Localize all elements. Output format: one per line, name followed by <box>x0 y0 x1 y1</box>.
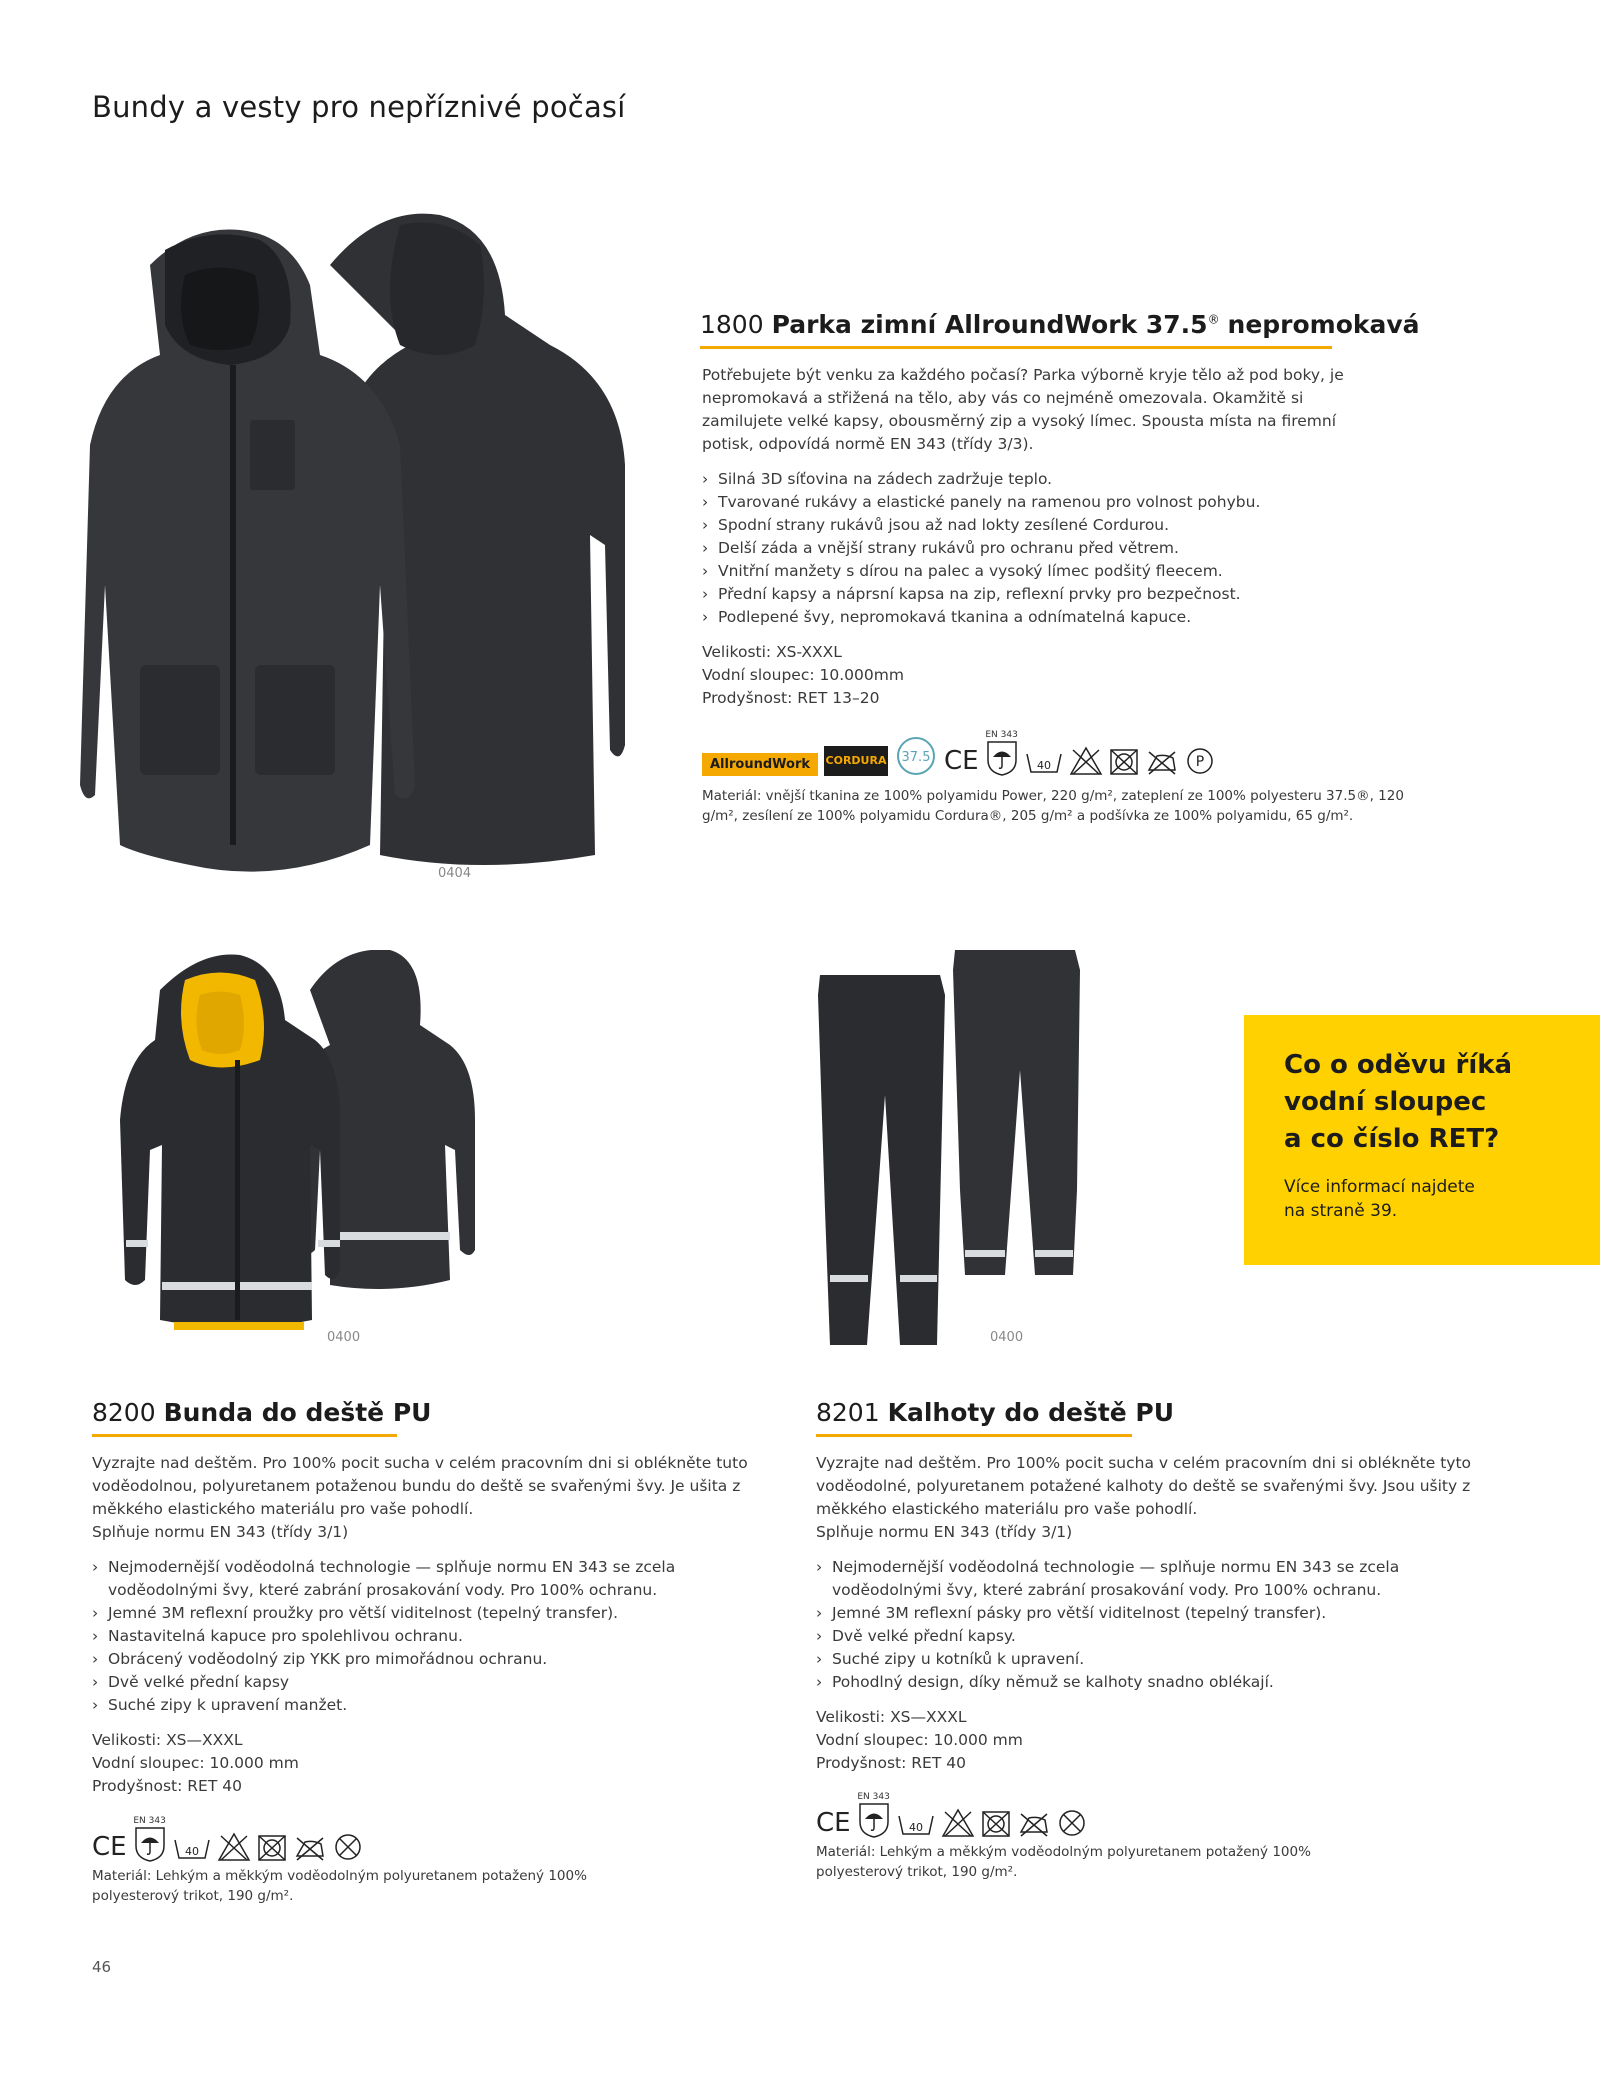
list-item: › Vnitřní manžety s dírou na palec a vysoký límec podšitý fleecem. <box>702 560 1382 583</box>
en343-certificate <box>985 730 1019 776</box>
spec-breathability: Prodyšnost: RET 13–20 <box>702 689 880 707</box>
callout-text-line: na straně 39. <box>1284 1201 1398 1221</box>
no-dry-clean-icon <box>1057 1808 1087 1838</box>
no-bleach-icon <box>1069 746 1103 776</box>
jacket-bullets <box>92 1556 752 1717</box>
trousers-color-code: 0400 <box>990 1330 1024 1345</box>
no-iron-icon <box>1017 1810 1051 1838</box>
parka-front-view <box>80 229 415 871</box>
jacket-description <box>92 1452 752 1798</box>
parka-image <box>80 205 640 885</box>
spec-breathability: Prodyšnost: RET 40 <box>92 1777 242 1795</box>
rain-trousers-image <box>815 950 1085 1350</box>
jacket-certifications <box>92 1812 363 1862</box>
list-item: › Nastavitelná kapuce pro spolehlivou ochranu. <box>92 1625 752 1648</box>
spec-water-column: Vodní sloupec: 10.000 mm <box>816 1731 1023 1749</box>
trousers-description <box>816 1452 1476 1775</box>
list-item: › Delší záda a vnější strany rukávů pro ochranu před větrem. <box>702 537 1382 560</box>
en343-label: EN 343 <box>857 1792 890 1802</box>
parka-specs <box>702 641 1382 710</box>
list-item: › Tvarované rukávy a elastické panely na ramenou pro volnost pohybu. <box>702 491 1382 514</box>
list-item: › Silná 3D síťovina na zádech zadržuje teplo. <box>702 468 1382 491</box>
page-title: Bundy a vesty pro nepříznivé počasí <box>92 90 626 124</box>
jacket-code: 8200 <box>92 1398 156 1427</box>
trousers-norm: Splňuje normu EN 343 (třídy 3/1) <box>816 1523 1073 1541</box>
no-iron-icon <box>293 1834 327 1862</box>
list-item: › Obrácený voděodolný zip YKK pro mimořádnou ochranu. <box>92 1648 752 1671</box>
jacket-color-code: 0400 <box>327 1330 361 1345</box>
list-item: › Podlepené švy, nepromokavá tkanina a odnímatelná kapuce. <box>702 606 1382 629</box>
wash-40-icon <box>173 1836 211 1862</box>
page-number: 46 <box>92 1958 112 1976</box>
wash-40-icon <box>897 1812 935 1838</box>
spec-water-column: Vodní sloupec: 10.000 mm <box>92 1754 299 1772</box>
spec-breathability: Prodyšnost: RET 40 <box>816 1754 966 1772</box>
parka-bullets <box>702 468 1382 629</box>
wash-temp-label: 40 <box>908 1821 923 1834</box>
parka-certifications <box>702 724 1215 776</box>
parka-title <box>700 310 1420 339</box>
no-dry-clean-icon <box>333 1832 363 1862</box>
spec-water-column: Vodní sloupec: 10.000mm <box>702 666 904 684</box>
list-item: › Jemné 3M reflexní proužky pro větší viditelnost (tepelný transfer). <box>92 1602 752 1625</box>
trousers-intro: Vyzrajte nad deštěm. Pro 100% pocit sucha v celém pracovním dni si oblékněte tyto voděodolné, polyuretanem potažené kalhoty do deště se svařenými švy. Jsou ušity z měkkého elastického materiálu pro vaše pohodlí. <box>816 1454 1472 1518</box>
trousers-specs <box>816 1706 1476 1775</box>
jacket-specs <box>92 1729 752 1798</box>
cordura-logo: CORDURA <box>824 746 888 776</box>
ce-mark-icon: CE <box>816 1808 851 1838</box>
callout-title <box>1284 1047 1512 1158</box>
wash-temp-label: 40 <box>184 1845 199 1858</box>
en343-label: EN 343 <box>985 730 1018 740</box>
list-item: › Dvě velké přední kapsy <box>92 1671 752 1694</box>
callout-text <box>1284 1175 1475 1223</box>
wash-40-icon <box>1025 750 1063 776</box>
umbrella-shield-icon <box>985 740 1019 776</box>
en343-certificate <box>133 1816 167 1862</box>
parka-reg-mark: ® <box>1207 312 1220 327</box>
callout-title-line: a co číslo RET? <box>1284 1124 1500 1154</box>
list-item: › Dvě velké přední kapsy. <box>816 1625 1476 1648</box>
en343-label: EN 343 <box>133 1816 166 1826</box>
umbrella-shield-icon <box>857 1802 891 1838</box>
material-375-label: 37.5 <box>901 750 931 765</box>
material-375-icon <box>894 736 938 776</box>
jacket-title <box>92 1398 431 1427</box>
no-tumble-dry-icon <box>257 1834 287 1862</box>
list-item: › Spodní strany rukávů jsou až nad lokty zesílené Cordurou. <box>702 514 1382 537</box>
jacket-title-underline <box>92 1434 397 1437</box>
parka-color-code: 0404 <box>438 866 472 881</box>
rain-trousers-front-view <box>818 975 945 1345</box>
dry-clean-p-icon <box>1185 746 1215 776</box>
umbrella-shield-icon <box>133 1826 167 1862</box>
trousers-title <box>816 1398 1174 1427</box>
jacket-norm: Splňuje normu EN 343 (třídy 3/1) <box>92 1523 349 1541</box>
list-item: › Jemné 3M reflexní pásky pro větší viditelnost (tepelný transfer). <box>816 1602 1476 1625</box>
list-item: › Suché zipy k upravení manžet. <box>92 1694 752 1717</box>
parka-title-underline <box>700 346 1332 349</box>
no-tumble-dry-icon <box>1109 748 1139 776</box>
jacket-name: Bunda do deště PU <box>163 1398 432 1427</box>
spec-sizes: Velikosti: XS—XXXL <box>816 1708 967 1726</box>
parka-name-suffix: nepromokavá <box>1227 310 1420 339</box>
trousers-title-underline <box>816 1434 1132 1437</box>
parka-description <box>702 364 1382 710</box>
rain-trousers-back-view <box>953 950 1080 1275</box>
dry-clean-label: P <box>1195 754 1204 770</box>
trousers-name: Kalhoty do deště PU <box>887 1398 1175 1427</box>
info-callout <box>1244 1015 1600 1265</box>
rain-jacket-front-view <box>120 954 340 1330</box>
ce-mark-icon: CE <box>944 746 979 776</box>
list-item: › Nejmodernější voděodolná technologie — splňuje normu EN 343 se zcela voděodolnými švy, které zabrání prosakování vody. Pro 100% ochranu. <box>92 1556 752 1602</box>
trousers-bullets <box>816 1556 1476 1694</box>
spec-sizes: Velikosti: XS-XXXL <box>702 643 842 661</box>
list-item: › Suché zipy u kotníků k upravení. <box>816 1648 1476 1671</box>
parka-code: 1800 <box>700 310 764 339</box>
no-bleach-icon <box>217 1832 251 1862</box>
spec-sizes: Velikosti: XS—XXXL <box>92 1731 243 1749</box>
trousers-code: 8201 <box>816 1398 880 1427</box>
callout-title-line: Co o oděvu říká <box>1284 1050 1513 1080</box>
rain-jacket-image <box>90 950 480 1360</box>
jacket-material: Materiál: Lehkým a měkkým voděodolným polyuretanem potažený 100% polyesterový trikot, 190 g/m². <box>92 1868 587 1904</box>
no-bleach-icon <box>941 1808 975 1838</box>
parka-intro: Potřebujete být venku za každého počasí? Parka výborně kryje tělo až pod boky, je nepromokavá a střižená na tělo, aby vás co nejméně omezovala. Okamžitě si zamilujete velké kapsy, obousměrný zip a vysoký límec. Spousta místa na firemní potisk, odpovídá normě EN 343 (třídy 3/3). <box>702 366 1344 453</box>
en343-certificate <box>857 1792 891 1838</box>
no-iron-icon <box>1145 748 1179 776</box>
list-item: › Nejmodernější voděodolná technologie — splňuje normu EN 343 se zcela voděodolnými švy, které zabrání prosakování vody. Pro 100% ochranu. <box>816 1556 1476 1602</box>
parka-name: Parka zimní AllroundWork 37.5 <box>771 310 1208 339</box>
trousers-material: Materiál: Lehkým a měkkým voděodolným polyuretanem potažený 100% polyesterový trikot, 190 g/m². <box>816 1844 1311 1880</box>
wash-temp-label: 40 <box>1036 759 1051 772</box>
trousers-certifications <box>816 1788 1087 1838</box>
list-item: › Pohodlný design, díky němuž se kalhoty snadno oblékají. <box>816 1671 1476 1694</box>
callout-text-line: Více informací najdete <box>1284 1177 1475 1197</box>
parka-material: Materiál: vnější tkanina ze 100% polyamidu Power, 220 g/m², zateplení ze 100% polyesteru 37.5®, 120 g/m², zesílení ze 100% polyamidu Cordura®, 205 g/m² a podšívka ze 100% polyamidu, 65 g/m². <box>702 788 1404 824</box>
no-tumble-dry-icon <box>981 1810 1011 1838</box>
list-item: › Přední kapsy a náprsní kapsa na zip, reflexní prvky pro bezpečnost. <box>702 583 1382 606</box>
allroundwork-logo: AllroundWork <box>702 753 818 776</box>
jacket-intro: Vyzrajte nad deštěm. Pro 100% pocit sucha v celém pracovním dni si oblékněte tuto voděodolnou, polyuretanem potaženou bundu do deště se svařenými švy. Je ušita z měkkého elastického materiálu pro vaše pohodlí. <box>92 1454 748 1518</box>
callout-title-line: vodní sloupec <box>1284 1087 1487 1117</box>
ce-mark-icon: CE <box>92 1832 127 1862</box>
